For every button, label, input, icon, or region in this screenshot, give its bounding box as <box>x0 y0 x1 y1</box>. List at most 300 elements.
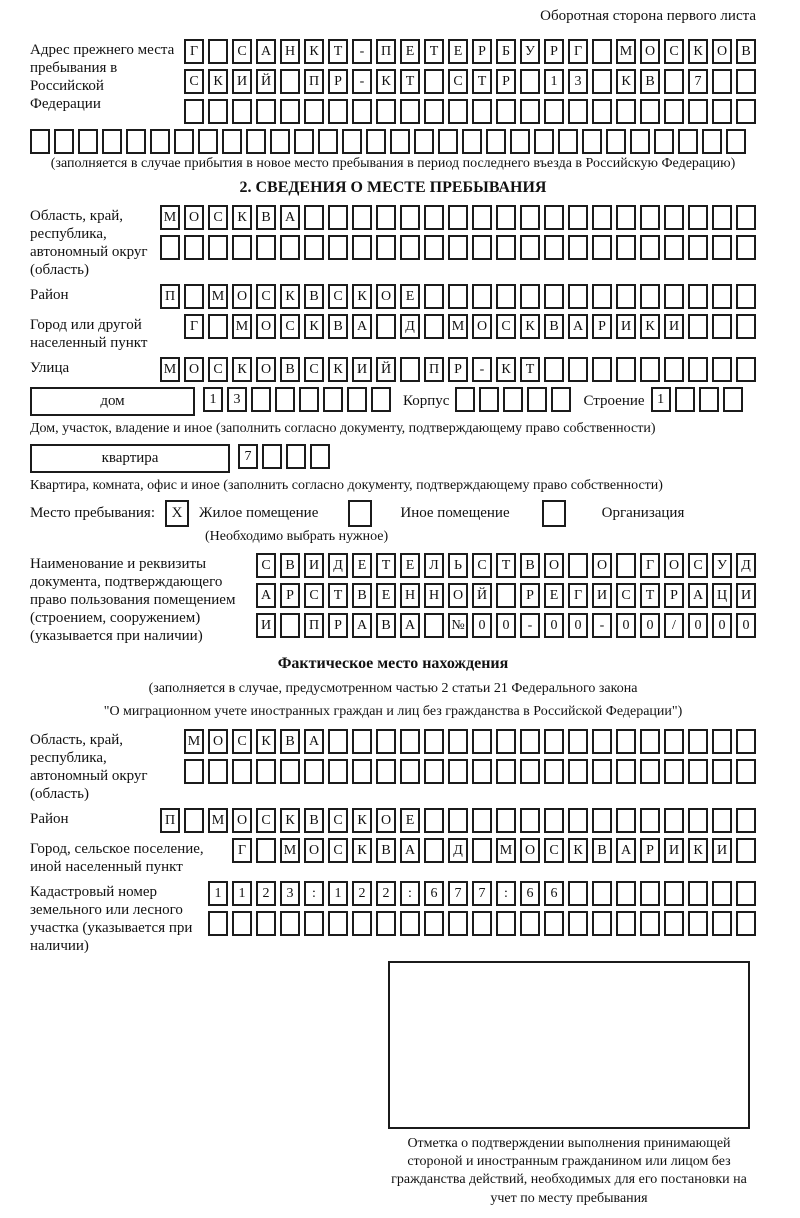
char-cell[interactable] <box>736 838 756 863</box>
char-cell[interactable] <box>184 808 204 833</box>
char-cell[interactable] <box>712 808 732 833</box>
char-cell[interactable]: Е <box>400 553 420 578</box>
char-cell[interactable] <box>592 205 612 230</box>
char-cell[interactable]: А <box>256 583 276 608</box>
char-cell[interactable]: С <box>328 284 348 309</box>
char-cell[interactable]: П <box>424 357 444 382</box>
char-cell[interactable] <box>736 99 756 124</box>
char-cell[interactable] <box>472 235 492 260</box>
char-cell[interactable]: С <box>544 838 564 863</box>
char-cell[interactable] <box>640 759 660 784</box>
char-cell[interactable]: О <box>256 357 276 382</box>
char-cell[interactable]: № <box>448 613 468 638</box>
char-cell[interactable] <box>126 129 146 154</box>
char-cell[interactable]: Б <box>496 39 516 64</box>
char-cell[interactable] <box>150 129 170 154</box>
char-cell[interactable] <box>366 129 386 154</box>
char-cell[interactable] <box>558 129 578 154</box>
char-cell[interactable] <box>328 235 348 260</box>
char-cell[interactable]: Й <box>376 357 396 382</box>
char-cell[interactable]: С <box>232 729 252 754</box>
char-cell[interactable] <box>568 911 588 936</box>
char-cell[interactable]: - <box>352 69 372 94</box>
char-cell[interactable]: : <box>496 881 516 906</box>
char-cell[interactable] <box>592 39 612 64</box>
char-cell[interactable]: О <box>232 808 252 833</box>
char-cell[interactable] <box>376 729 396 754</box>
char-cell[interactable] <box>640 357 660 382</box>
char-cell[interactable] <box>30 129 50 154</box>
char-cell[interactable] <box>664 99 684 124</box>
char-cell[interactable] <box>184 235 204 260</box>
char-cell[interactable] <box>256 911 276 936</box>
char-cell[interactable] <box>174 129 194 154</box>
char-cell[interactable] <box>568 99 588 124</box>
char-cell[interactable]: Р <box>280 583 300 608</box>
checkbox-residential[interactable]: X <box>165 500 189 527</box>
char-cell[interactable]: К <box>688 838 708 863</box>
char-cell[interactable] <box>527 387 547 412</box>
char-cell[interactable]: И <box>664 314 684 339</box>
char-cell[interactable] <box>280 69 300 94</box>
char-cell[interactable] <box>520 911 540 936</box>
char-cell[interactable] <box>503 387 523 412</box>
char-cell[interactable] <box>318 129 338 154</box>
char-cell[interactable] <box>352 205 372 230</box>
char-cell[interactable] <box>448 759 468 784</box>
char-cell[interactable]: Т <box>496 553 516 578</box>
char-cell[interactable]: 1 <box>544 69 564 94</box>
char-cell[interactable] <box>496 759 516 784</box>
char-cell[interactable] <box>592 881 612 906</box>
char-cell[interactable]: 1 <box>328 881 348 906</box>
char-cell[interactable]: И <box>712 838 732 863</box>
char-cell[interactable] <box>54 129 74 154</box>
char-cell[interactable] <box>544 205 564 230</box>
char-cell[interactable]: О <box>472 314 492 339</box>
char-cell[interactable]: Й <box>256 69 276 94</box>
char-cell[interactable] <box>376 205 396 230</box>
char-cell[interactable]: С <box>184 69 204 94</box>
char-cell[interactable]: О <box>520 838 540 863</box>
char-cell[interactable] <box>712 284 732 309</box>
char-cell[interactable]: 3 <box>568 69 588 94</box>
char-cell[interactable]: О <box>184 357 204 382</box>
char-cell[interactable]: М <box>448 314 468 339</box>
char-cell[interactable]: Н <box>280 39 300 64</box>
char-cell[interactable] <box>184 759 204 784</box>
char-cell[interactable] <box>568 205 588 230</box>
char-cell[interactable]: С <box>256 808 276 833</box>
char-cell[interactable]: О <box>544 553 564 578</box>
char-cell[interactable] <box>544 759 564 784</box>
char-cell[interactable] <box>616 911 636 936</box>
char-cell[interactable]: Р <box>472 39 492 64</box>
char-cell[interactable]: С <box>688 553 708 578</box>
char-cell[interactable] <box>400 235 420 260</box>
char-cell[interactable] <box>286 444 306 469</box>
char-cell[interactable] <box>448 99 468 124</box>
char-cell[interactable]: С <box>304 583 324 608</box>
char-cell[interactable] <box>592 911 612 936</box>
char-cell[interactable]: М <box>280 838 300 863</box>
char-cell[interactable]: К <box>640 314 660 339</box>
char-cell[interactable]: 0 <box>640 613 660 638</box>
char-cell[interactable]: Р <box>520 583 540 608</box>
char-cell[interactable]: Ь <box>448 553 468 578</box>
char-cell[interactable]: К <box>232 205 252 230</box>
char-cell[interactable] <box>424 205 444 230</box>
char-cell[interactable] <box>592 729 612 754</box>
char-cell[interactable] <box>675 387 695 412</box>
char-cell[interactable] <box>712 235 732 260</box>
char-cell[interactable] <box>256 759 276 784</box>
char-cell[interactable] <box>472 838 492 863</box>
char-cell[interactable] <box>472 284 492 309</box>
char-cell[interactable] <box>424 99 444 124</box>
char-cell[interactable] <box>640 205 660 230</box>
char-cell[interactable]: А <box>280 205 300 230</box>
char-cell[interactable]: К <box>304 314 324 339</box>
char-cell[interactable] <box>304 235 324 260</box>
char-cell[interactable] <box>424 729 444 754</box>
char-cell[interactable] <box>328 759 348 784</box>
char-cell[interactable]: А <box>568 314 588 339</box>
char-cell[interactable] <box>256 235 276 260</box>
char-cell[interactable]: Г <box>640 553 660 578</box>
char-cell[interactable] <box>592 69 612 94</box>
char-cell[interactable] <box>328 729 348 754</box>
char-cell[interactable]: М <box>160 357 180 382</box>
char-cell[interactable]: П <box>376 39 396 64</box>
char-cell[interactable] <box>616 235 636 260</box>
char-cell[interactable]: 3 <box>280 881 300 906</box>
char-cell[interactable] <box>568 759 588 784</box>
char-cell[interactable]: 1 <box>208 881 228 906</box>
char-cell[interactable] <box>736 911 756 936</box>
char-cell[interactable] <box>616 205 636 230</box>
char-cell[interactable] <box>496 911 516 936</box>
char-cell[interactable] <box>664 235 684 260</box>
char-cell[interactable]: П <box>304 69 324 94</box>
char-cell[interactable] <box>479 387 499 412</box>
char-cell[interactable] <box>592 284 612 309</box>
char-cell[interactable]: Н <box>400 583 420 608</box>
char-cell[interactable] <box>664 284 684 309</box>
char-cell[interactable] <box>400 759 420 784</box>
char-cell[interactable] <box>688 881 708 906</box>
char-cell[interactable]: О <box>376 808 396 833</box>
char-cell[interactable] <box>424 235 444 260</box>
char-cell[interactable]: Е <box>376 583 396 608</box>
char-cell[interactable] <box>544 357 564 382</box>
char-cell[interactable]: 0 <box>472 613 492 638</box>
char-cell[interactable] <box>592 99 612 124</box>
char-cell[interactable] <box>304 911 324 936</box>
char-cell[interactable]: А <box>352 314 372 339</box>
char-cell[interactable] <box>400 729 420 754</box>
char-cell[interactable]: М <box>184 729 204 754</box>
char-cell[interactable]: К <box>688 39 708 64</box>
char-cell[interactable] <box>688 759 708 784</box>
char-cell[interactable]: Г <box>568 39 588 64</box>
char-cell[interactable] <box>592 357 612 382</box>
char-cell[interactable] <box>184 284 204 309</box>
char-cell[interactable]: И <box>232 69 252 94</box>
char-cell[interactable]: К <box>304 39 324 64</box>
char-cell[interactable]: Д <box>736 553 756 578</box>
char-cell[interactable]: В <box>640 69 660 94</box>
char-cell[interactable] <box>262 444 282 469</box>
char-cell[interactable]: 1 <box>232 881 252 906</box>
char-cell[interactable]: В <box>376 838 396 863</box>
char-cell[interactable]: О <box>640 39 660 64</box>
char-cell[interactable]: С <box>280 314 300 339</box>
char-cell[interactable]: О <box>376 284 396 309</box>
char-cell[interactable] <box>664 808 684 833</box>
char-cell[interactable]: Е <box>352 553 372 578</box>
char-cell[interactable] <box>102 129 122 154</box>
char-cell[interactable] <box>472 205 492 230</box>
char-cell[interactable]: Г <box>184 39 204 64</box>
char-cell[interactable]: Р <box>664 583 684 608</box>
char-cell[interactable]: К <box>352 284 372 309</box>
char-cell[interactable] <box>455 387 475 412</box>
char-cell[interactable] <box>400 205 420 230</box>
char-cell[interactable] <box>712 729 732 754</box>
char-cell[interactable] <box>568 729 588 754</box>
char-cell[interactable]: П <box>160 808 180 833</box>
char-cell[interactable] <box>736 69 756 94</box>
char-cell[interactable]: 0 <box>568 613 588 638</box>
char-cell[interactable] <box>736 205 756 230</box>
char-cell[interactable] <box>376 235 396 260</box>
char-cell[interactable]: С <box>496 314 516 339</box>
char-cell[interactable]: 0 <box>496 613 516 638</box>
char-cell[interactable] <box>520 729 540 754</box>
char-cell[interactable] <box>323 387 343 412</box>
char-cell[interactable]: - <box>472 357 492 382</box>
char-cell[interactable] <box>352 99 372 124</box>
char-cell[interactable] <box>299 387 319 412</box>
char-cell[interactable] <box>712 911 732 936</box>
char-cell[interactable] <box>232 99 252 124</box>
char-cell[interactable]: 0 <box>544 613 564 638</box>
char-cell[interactable]: Т <box>472 69 492 94</box>
char-cell[interactable]: С <box>256 553 276 578</box>
char-cell[interactable]: К <box>232 357 252 382</box>
char-cell[interactable] <box>544 284 564 309</box>
char-cell[interactable]: С <box>328 808 348 833</box>
char-cell[interactable]: А <box>400 613 420 638</box>
char-cell[interactable]: В <box>520 553 540 578</box>
char-cell[interactable]: К <box>568 838 588 863</box>
char-cell[interactable] <box>678 129 698 154</box>
char-cell[interactable]: Е <box>544 583 564 608</box>
char-cell[interactable] <box>699 387 719 412</box>
char-cell[interactable]: Т <box>400 69 420 94</box>
char-cell[interactable] <box>496 99 516 124</box>
char-cell[interactable] <box>712 881 732 906</box>
char-cell[interactable]: М <box>208 808 228 833</box>
char-cell[interactable] <box>592 808 612 833</box>
char-cell[interactable] <box>630 129 650 154</box>
char-cell[interactable] <box>448 911 468 936</box>
char-cell[interactable] <box>232 911 252 936</box>
char-cell[interactable] <box>208 235 228 260</box>
char-cell[interactable] <box>496 284 516 309</box>
char-cell[interactable]: Р <box>592 314 612 339</box>
char-cell[interactable]: Т <box>328 583 348 608</box>
char-cell[interactable]: 7 <box>688 69 708 94</box>
char-cell[interactable]: У <box>520 39 540 64</box>
char-cell[interactable] <box>310 444 330 469</box>
char-cell[interactable]: 1 <box>203 387 223 412</box>
char-cell[interactable] <box>616 729 636 754</box>
char-cell[interactable] <box>280 911 300 936</box>
char-cell[interactable] <box>544 235 564 260</box>
char-cell[interactable] <box>736 759 756 784</box>
char-cell[interactable] <box>347 387 367 412</box>
char-cell[interactable] <box>712 69 732 94</box>
char-cell[interactable] <box>472 759 492 784</box>
char-cell[interactable] <box>294 129 314 154</box>
char-cell[interactable]: К <box>496 357 516 382</box>
char-cell[interactable]: Г <box>232 838 252 863</box>
char-cell[interactable]: М <box>496 838 516 863</box>
char-cell[interactable]: К <box>328 357 348 382</box>
char-cell[interactable] <box>664 911 684 936</box>
char-cell[interactable] <box>736 284 756 309</box>
char-cell[interactable]: Р <box>328 69 348 94</box>
checkbox-organization[interactable] <box>542 500 566 527</box>
char-cell[interactable] <box>304 99 324 124</box>
char-cell[interactable]: В <box>280 357 300 382</box>
char-cell[interactable]: О <box>256 314 276 339</box>
char-cell[interactable] <box>702 129 722 154</box>
char-cell[interactable] <box>568 881 588 906</box>
char-cell[interactable] <box>208 314 228 339</box>
char-cell[interactable]: 6 <box>424 881 444 906</box>
char-cell[interactable] <box>736 808 756 833</box>
char-cell[interactable] <box>520 235 540 260</box>
char-cell[interactable] <box>712 357 732 382</box>
char-cell[interactable] <box>592 759 612 784</box>
char-cell[interactable]: : <box>304 881 324 906</box>
char-cell[interactable] <box>726 129 746 154</box>
char-cell[interactable] <box>342 129 362 154</box>
char-cell[interactable] <box>520 759 540 784</box>
char-cell[interactable]: М <box>208 284 228 309</box>
char-cell[interactable]: О <box>184 205 204 230</box>
char-cell[interactable] <box>688 808 708 833</box>
char-cell[interactable] <box>640 729 660 754</box>
char-cell[interactable]: 2 <box>376 881 396 906</box>
char-cell[interactable] <box>424 759 444 784</box>
char-cell[interactable] <box>232 235 252 260</box>
char-cell[interactable] <box>352 911 372 936</box>
char-cell[interactable] <box>520 69 540 94</box>
char-cell[interactable]: К <box>376 69 396 94</box>
char-cell[interactable] <box>208 911 228 936</box>
char-cell[interactable] <box>328 205 348 230</box>
char-cell[interactable] <box>664 729 684 754</box>
char-cell[interactable]: 7 <box>472 881 492 906</box>
char-cell[interactable] <box>208 99 228 124</box>
char-cell[interactable]: 0 <box>688 613 708 638</box>
char-cell[interactable]: М <box>232 314 252 339</box>
char-cell[interactable] <box>582 129 602 154</box>
char-cell[interactable] <box>520 284 540 309</box>
char-cell[interactable]: И <box>256 613 276 638</box>
char-cell[interactable] <box>551 387 571 412</box>
char-cell[interactable]: К <box>520 314 540 339</box>
char-cell[interactable] <box>424 838 444 863</box>
char-cell[interactable] <box>736 235 756 260</box>
char-cell[interactable] <box>496 583 516 608</box>
char-cell[interactable] <box>304 759 324 784</box>
char-cell[interactable] <box>640 911 660 936</box>
char-cell[interactable] <box>184 99 204 124</box>
char-cell[interactable] <box>712 759 732 784</box>
char-cell[interactable] <box>568 357 588 382</box>
char-cell[interactable]: С <box>256 284 276 309</box>
char-cell[interactable] <box>472 99 492 124</box>
char-cell[interactable]: Н <box>424 583 444 608</box>
char-cell[interactable] <box>424 314 444 339</box>
char-cell[interactable] <box>208 39 228 64</box>
char-cell[interactable] <box>352 759 372 784</box>
char-cell[interactable]: С <box>304 357 324 382</box>
char-cell[interactable] <box>280 613 300 638</box>
char-cell[interactable] <box>688 284 708 309</box>
char-cell[interactable] <box>160 235 180 260</box>
char-cell[interactable] <box>256 99 276 124</box>
char-cell[interactable] <box>688 357 708 382</box>
char-cell[interactable]: Г <box>568 583 588 608</box>
char-cell[interactable] <box>568 553 588 578</box>
char-cell[interactable]: - <box>592 613 612 638</box>
char-cell[interactable] <box>520 99 540 124</box>
char-cell[interactable] <box>688 314 708 339</box>
char-cell[interactable]: В <box>544 314 564 339</box>
char-cell[interactable]: Д <box>328 553 348 578</box>
char-cell[interactable] <box>736 729 756 754</box>
char-cell[interactable]: Т <box>376 553 396 578</box>
char-cell[interactable] <box>472 808 492 833</box>
char-cell[interactable]: Ц <box>712 583 732 608</box>
char-cell[interactable] <box>400 911 420 936</box>
char-cell[interactable] <box>712 99 732 124</box>
char-cell[interactable] <box>251 387 271 412</box>
char-cell[interactable]: А <box>616 838 636 863</box>
char-cell[interactable]: О <box>208 729 228 754</box>
char-cell[interactable]: В <box>376 613 396 638</box>
char-cell[interactable]: М <box>160 205 180 230</box>
char-cell[interactable]: 2 <box>256 881 276 906</box>
house-type-box[interactable]: дом <box>30 387 195 416</box>
char-cell[interactable] <box>486 129 506 154</box>
char-cell[interactable] <box>448 729 468 754</box>
char-cell[interactable]: И <box>352 357 372 382</box>
char-cell[interactable] <box>270 129 290 154</box>
char-cell[interactable]: 6 <box>520 881 540 906</box>
char-cell[interactable] <box>280 759 300 784</box>
char-cell[interactable] <box>232 759 252 784</box>
char-cell[interactable]: 7 <box>448 881 468 906</box>
char-cell[interactable] <box>400 357 420 382</box>
char-cell[interactable]: Т <box>328 39 348 64</box>
